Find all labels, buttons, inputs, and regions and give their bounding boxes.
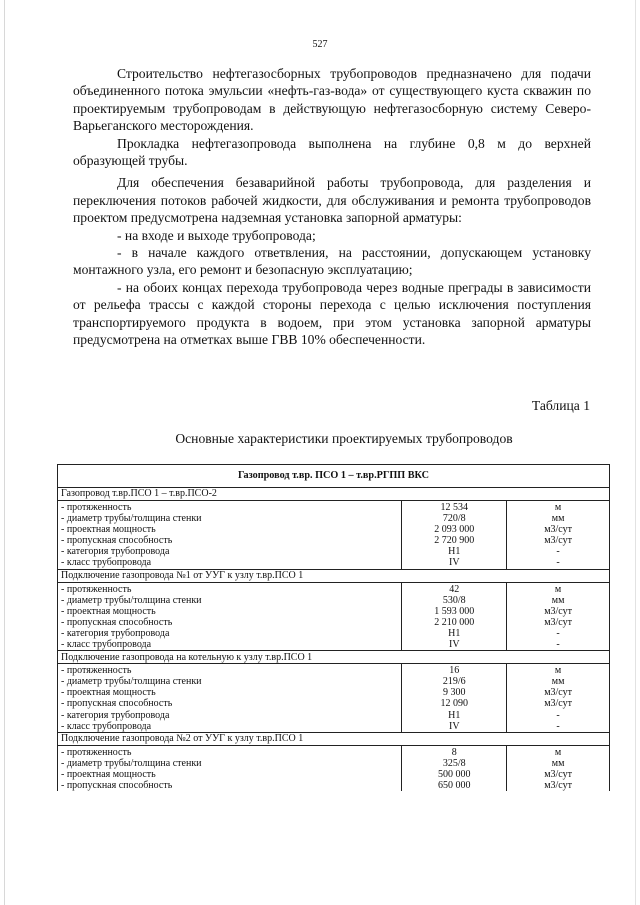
param-value: 325/8 xyxy=(402,758,507,769)
paragraph: - на входе и выходе трубопровода; xyxy=(117,227,316,243)
paragraph: Прокладка нефтегазопровода выполнена на глубине 0,8 м до верхней образующей трубы. xyxy=(73,135,591,169)
table-row xyxy=(58,721,610,733)
table-row xyxy=(58,698,610,709)
table-row xyxy=(58,546,610,557)
param-label: - диаметр трубы/толщина стенки xyxy=(58,595,402,606)
param-unit: мм xyxy=(507,513,610,524)
param-unit: м3/сут xyxy=(507,780,610,791)
param-value: Н1 xyxy=(402,710,507,721)
scan-edge-left xyxy=(4,0,5,905)
param-value: 16 xyxy=(402,664,507,677)
section-title: Газопровод т.вр.ПСО 1 – т.вр.ПСО-2 xyxy=(58,488,610,501)
param-unit: м3/сут xyxy=(507,769,610,780)
param-unit: м3/сут xyxy=(507,535,610,546)
table-row xyxy=(58,780,610,791)
table-row xyxy=(58,501,610,514)
param-unit: - xyxy=(507,546,610,557)
table-row xyxy=(58,606,610,617)
param-unit: мм xyxy=(507,676,610,687)
param-label: - протяженность xyxy=(58,501,402,514)
table-row xyxy=(58,687,610,698)
body-text xyxy=(73,65,591,349)
table-row xyxy=(58,710,610,721)
param-label: - класс трубопровода xyxy=(58,639,402,651)
param-unit: м xyxy=(507,501,610,514)
param-unit: мм xyxy=(507,758,610,769)
param-label: - категория трубопровода xyxy=(58,546,402,557)
param-value: 42 xyxy=(402,582,507,595)
param-unit: - xyxy=(507,710,610,721)
param-label: - пропускная способность xyxy=(58,780,402,791)
table-row xyxy=(58,595,610,606)
param-value: 2 210 000 xyxy=(402,617,507,628)
param-unit: - xyxy=(507,721,610,733)
param-label: - диаметр трубы/толщина стенки xyxy=(58,676,402,687)
param-label: - пропускная способность xyxy=(58,617,402,628)
param-label: - протяженность xyxy=(58,664,402,677)
table-header: Газопровод т.вр. ПСО 1 – т.вр.РГПП ВКС xyxy=(58,465,610,488)
param-label: - проектная мощность xyxy=(58,687,402,698)
param-value: 9 300 xyxy=(402,687,507,698)
param-value: 500 000 xyxy=(402,769,507,780)
param-unit: - xyxy=(507,639,610,651)
param-label: - протяженность xyxy=(58,582,402,595)
param-value: 2 093 000 xyxy=(402,524,507,535)
param-unit: мм xyxy=(507,595,610,606)
param-value: 8 xyxy=(402,745,507,758)
param-value: Н1 xyxy=(402,628,507,639)
section-title: Подключение газопровода №1 от УУГ к узлу т.вр.ПСО 1 xyxy=(58,569,610,582)
param-label: - пропускная способность xyxy=(58,698,402,709)
param-unit: м3/сут xyxy=(507,606,610,617)
table-row xyxy=(58,513,610,524)
param-unit: - xyxy=(507,628,610,639)
table-row xyxy=(58,535,610,546)
param-label: - класс трубопровода xyxy=(58,721,402,733)
table-header-row xyxy=(58,465,610,488)
param-unit: м xyxy=(507,582,610,595)
table-row xyxy=(58,769,610,780)
param-value: 650 000 xyxy=(402,780,507,791)
table-row xyxy=(58,582,610,595)
table-row xyxy=(58,639,610,651)
table-row xyxy=(58,557,610,569)
param-value: 530/8 xyxy=(402,595,507,606)
param-label: - диаметр трубы/толщина стенки xyxy=(58,513,402,524)
section-row xyxy=(58,732,610,745)
param-unit: м xyxy=(507,664,610,677)
section-title: Подключение газопровода №2 от УУГ к узлу т.вр.ПСО 1 xyxy=(58,732,610,745)
param-label: - категория трубопровода xyxy=(58,628,402,639)
param-value: 1 593 000 xyxy=(402,606,507,617)
param-label: - проектная мощность xyxy=(58,769,402,780)
param-value: 219/6 xyxy=(402,676,507,687)
table-title: Основные характеристики проектируемых трубопроводов xyxy=(175,431,513,446)
param-value: 12 534 xyxy=(402,501,507,514)
section-row xyxy=(58,569,610,582)
param-unit: м3/сут xyxy=(507,698,610,709)
param-label: - протяженность xyxy=(58,745,402,758)
table-row xyxy=(58,745,610,758)
param-value: 720/8 xyxy=(402,513,507,524)
table-caption: Таблица 1 xyxy=(531,398,590,413)
paragraph: - на обоих концах перехода трубопровода через водные преграды в зависимости от рельефа трассы с каждой стороны перехода с целью исключения поступления транспортируемого продукта в водоем, при этом установка запорной арматуры предусмотрена на отметках выше ГВВ 10% обеспеченности. xyxy=(73,279,591,348)
page-number: 527 xyxy=(312,39,328,50)
pipeline-spec-table xyxy=(57,464,610,791)
param-unit: м3/сут xyxy=(507,687,610,698)
section-row xyxy=(58,651,610,664)
param-value: 12 090 xyxy=(402,698,507,709)
param-label: - пропускная способность xyxy=(58,535,402,546)
param-label: - проектная мощность xyxy=(58,524,402,535)
param-unit: м3/сут xyxy=(507,524,610,535)
param-unit: м3/сут xyxy=(507,617,610,628)
table-row xyxy=(58,617,610,628)
param-label: - диаметр трубы/толщина стенки xyxy=(58,758,402,769)
table-row xyxy=(58,628,610,639)
scan-edge-right xyxy=(635,0,636,905)
table-row xyxy=(58,524,610,535)
table-row xyxy=(58,664,610,677)
param-unit: м xyxy=(507,745,610,758)
table-row xyxy=(58,676,610,687)
param-value: IV xyxy=(402,639,507,651)
param-label: - категория трубопровода xyxy=(58,710,402,721)
param-value: IV xyxy=(402,721,507,733)
param-value: 2 720 900 xyxy=(402,535,507,546)
paragraph: Строительство нефтегазосборных трубопроводов предназначено для подачи объединенного потока эмульсии «нефть-газ-вода» от существующего куста скважин по проектируемым трубопроводам в действующую нефтегазосборную систему Северо-Варьеганского месторождения. xyxy=(73,66,591,134)
param-label: - класс трубопровода xyxy=(58,557,402,569)
paragraph: Для обеспечения безаварийной работы трубопровода, для разделения и переключения потоков рабочей жидкости, для обслуживания и ремонта трубопроводов проектом предусмотрена надземная установка запорной арматуры: xyxy=(73,175,591,226)
section-title: Подключение газопровода на котельную к узлу т.вр.ПСО 1 xyxy=(58,651,610,664)
paragraph: - в начале каждого ответвления, на расстоянии, допускающем установку монтажного узла, его ремонт и безопасную эксплуатацию; xyxy=(73,245,591,278)
param-unit: - xyxy=(507,557,610,569)
param-value: IV xyxy=(402,557,507,569)
table-row xyxy=(58,758,610,769)
param-label: - проектная мощность xyxy=(58,606,402,617)
section-row xyxy=(58,488,610,501)
param-value: Н1 xyxy=(402,546,507,557)
